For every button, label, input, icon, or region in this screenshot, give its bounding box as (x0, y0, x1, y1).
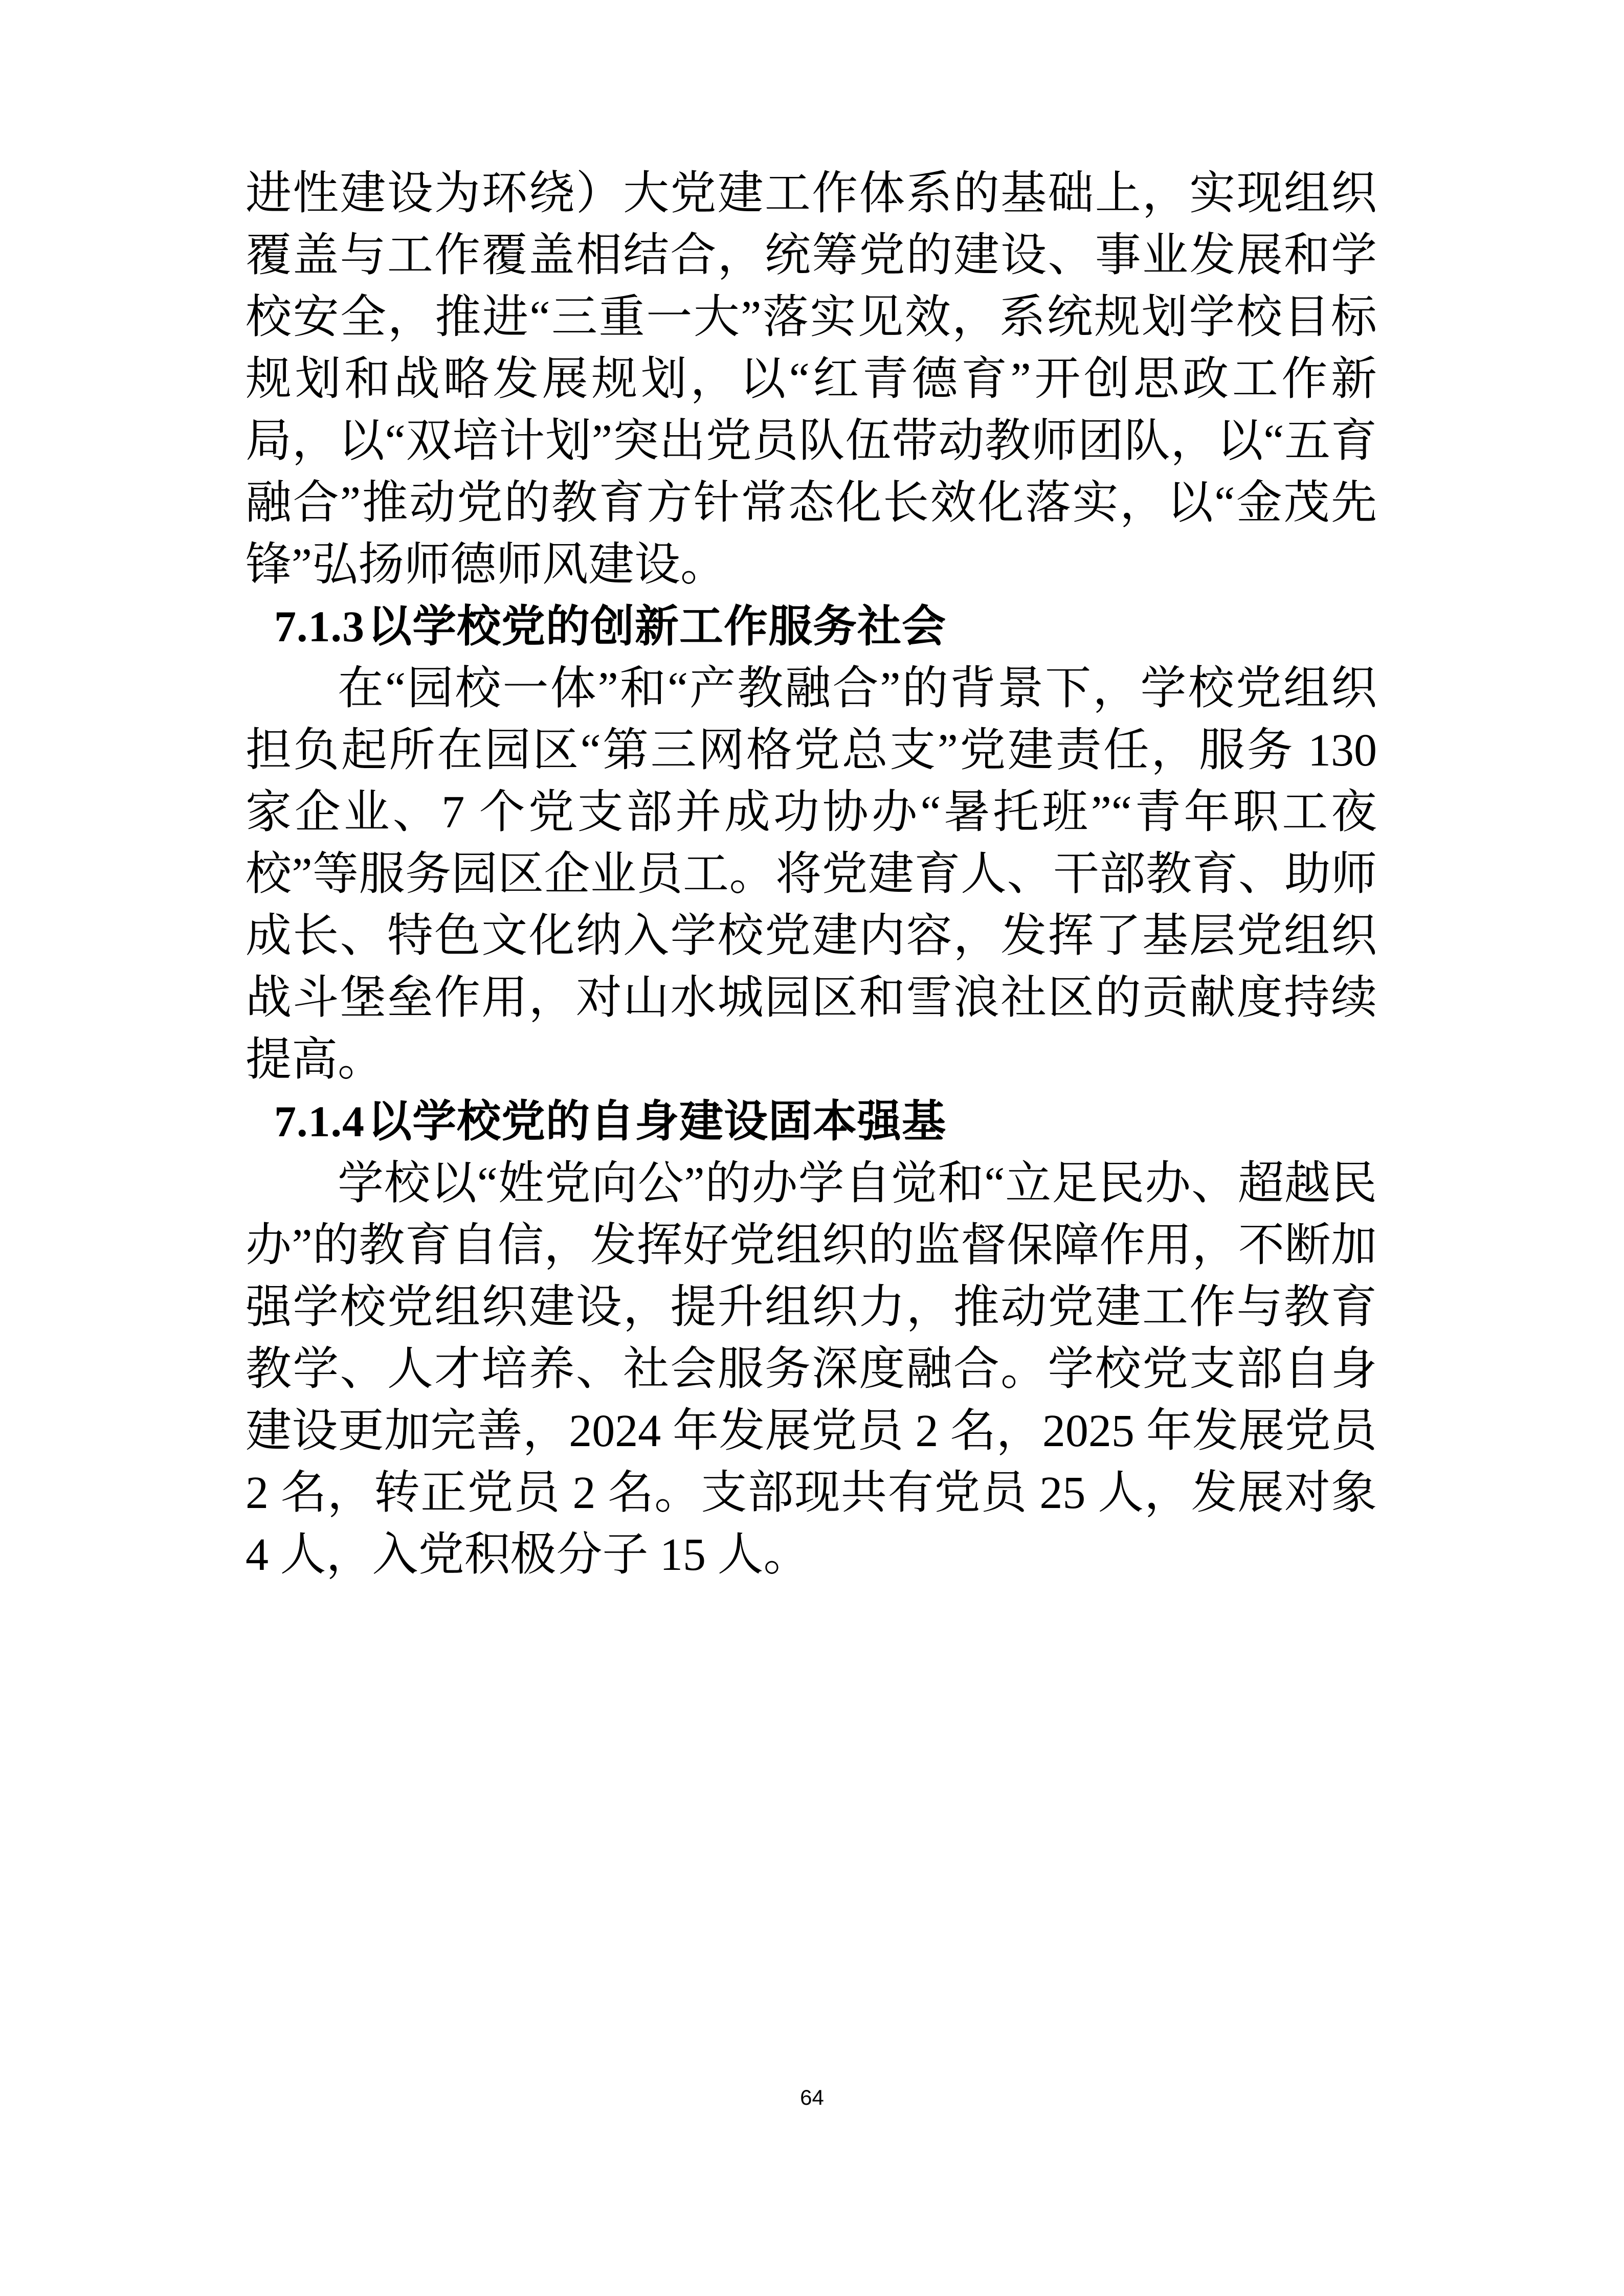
body-paragraph: 学校以“姓党向公”的办学自觉和“立足民办、超越民办”的教育自信，发挥好党组织的监督保障作用，不断加强学校党组织建设，提升组织力，推动党建工作与教育教学、人才培养、社会服务深度融合。学校党支部自身建设更加完善，2024 年发展党员 2 名，2025 年发展党员 2 名，转正党员 2 名。支部现共有党员 25 人，发展对象 4 人，入党积极分子 15 人。 (246, 1158, 1377, 1580)
page-content (246, 163, 1377, 1586)
section-heading-7-1-4 (246, 1091, 1377, 1153)
section-heading-number: 7.1.3 (274, 602, 365, 651)
body-paragraph: 进性建设为环绕）大党建工作体系的基础上，实现组织覆盖与工作覆盖相结合，统筹党的建设、事业发展和学校安全，推进“三重一大”落实见效，系统规划学校目标规划和战略发展规划，以“红青德育”开创思政工作新局，以“双培计划”突出党员队伍带动教师团队，以“五育融合”推动党的教育方针常态化长效化落实，以“金茂先锋”弘扬师德师风建设。 (246, 168, 1377, 590)
section-heading-7-1-3 (246, 596, 1377, 658)
section-heading-number: 7.1.4 (274, 1097, 365, 1146)
section-heading-title: 以学校党的创新工作服务社会 (368, 602, 946, 651)
body-paragraph: 在“园校一体”和“产教融合”的背景下，学校党组织担负起所在园区“第三网格党总支”党建责任，服务 130 家企业、7 个党支部并成功协办“暑托班”“青年职工夜校”等服务园区企业员工。将党建育人、干部教育、助师成长、特色文化纳入学校党建内容，发挥了基层党组织战斗堡垒作用，对山水城园区和雪浪社区的贡献度持续提高。 (246, 663, 1377, 1085)
section-heading-title: 以学校党的自身建设固本强基 (368, 1097, 946, 1146)
page-number: 64 (800, 2085, 824, 2109)
